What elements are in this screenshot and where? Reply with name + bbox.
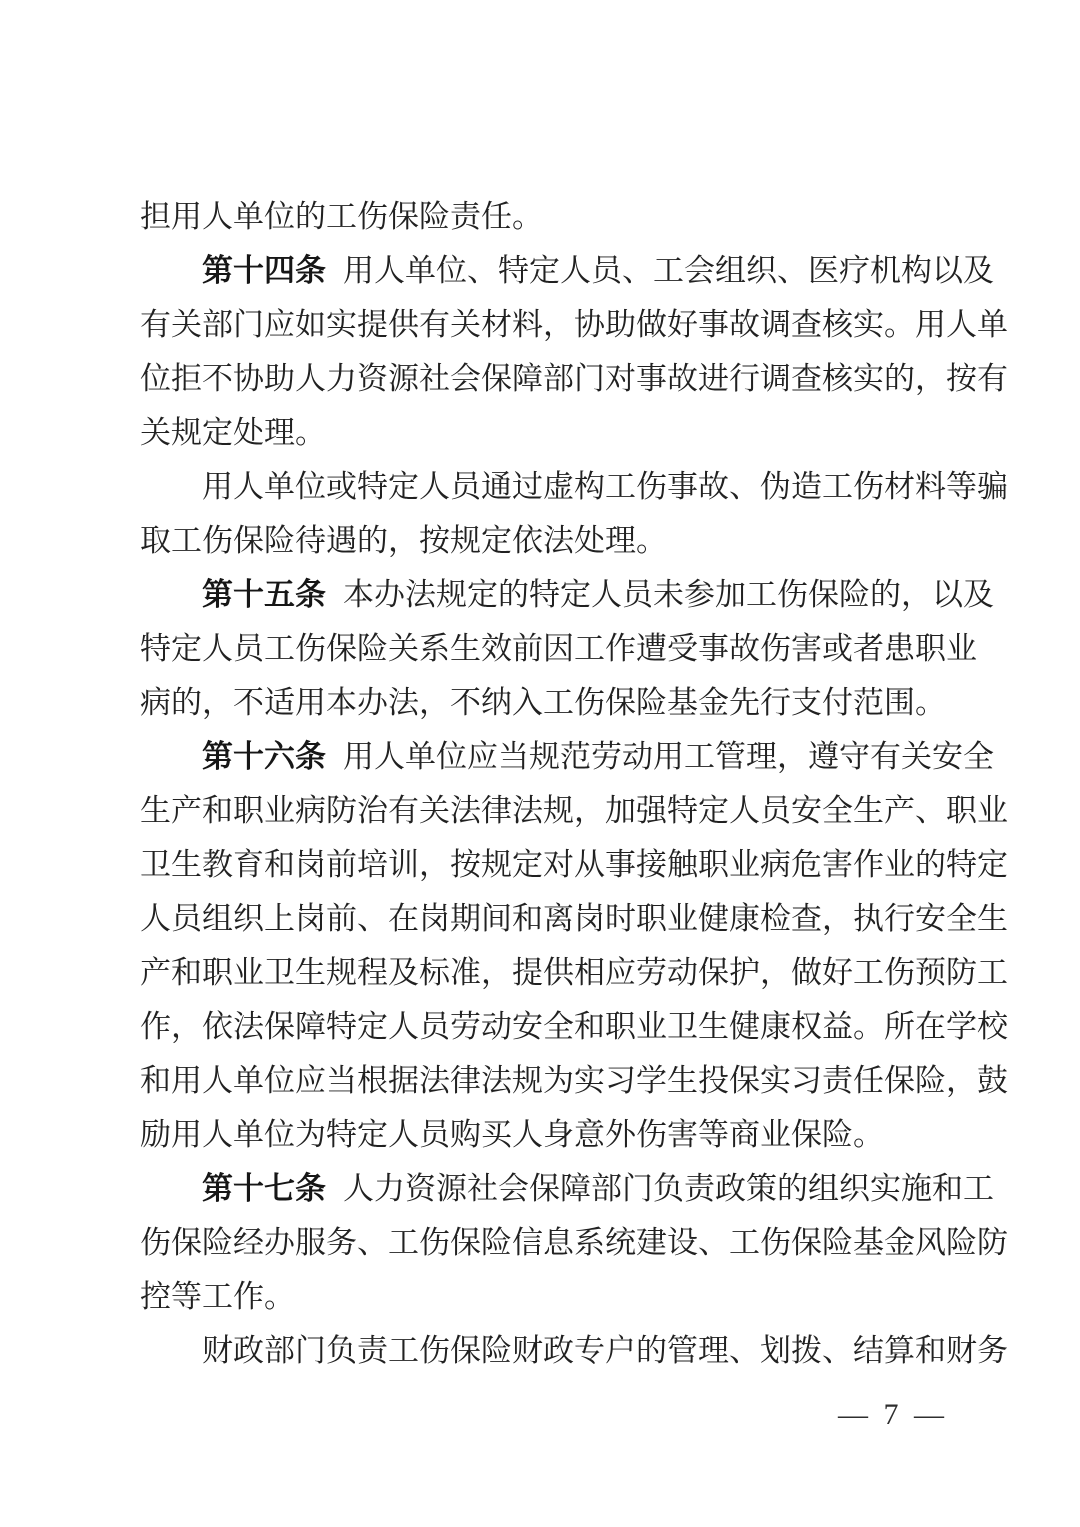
document-line [140,1216,1008,1270]
line-text: 卫生教育和岗前培训，按规定对从事接触职业病危害作业的特定 [140,847,1008,882]
line-text: 励用人单位为特定人员购买人身意外伤害等商业保险。 [140,1117,884,1152]
line-text: 人力资源社会保障部门负责政策的组织实施和工 [343,1171,994,1206]
document-line [140,892,1008,946]
line-text: 担用人单位的工伤保险责任。 [140,199,543,234]
line-text: 病的，不适用本办法，不纳入工伤保险基金先行支付范围。 [140,685,946,720]
article-number: 第十四条 [202,253,326,288]
line-text: 用人单位、特定人员、工会组织、医疗机构以及 [343,253,994,288]
article-number: 第十六条 [202,739,326,774]
document-line [140,946,1008,1000]
line-text: 特定人员工伤保险关系生效前因工作遭受事故伤害或者患职业 [140,631,977,666]
document-line [140,1162,994,1216]
document-line [140,838,1008,892]
document-line [140,622,977,676]
line-text: 本办法规定的特定人员未参加工伤保险的，以及 [343,577,994,612]
document-line [140,514,952,568]
line-text: 有关部门应如实提供有关材料，协助做好事故调查核实。用人单 [140,307,1008,342]
line-text: 人员组织上岗前、在岗期间和离岗时职业健康检查，执行安全生 [140,901,1008,936]
document-line [140,784,1008,838]
document-line [140,298,1008,352]
line-text: 产和职业卫生规程及标准，提供相应劳动保护，做好工伤预防工 [140,955,1008,990]
page-number: — 7 — [838,1398,948,1431]
document-line [140,1108,952,1162]
line-text: 生产和职业病防治有关法律法规，加强特定人员安全生产、职业 [140,793,1008,828]
document-line [140,1054,1008,1108]
line-text: 财政部门负责工伤保险财政专户的管理、划拨、结算和财务 [202,1333,1008,1368]
line-text: 关规定处理。 [140,415,326,450]
article-number: 第十七条 [202,1171,326,1206]
document-line [140,1324,1008,1378]
line-text: 控等工作。 [140,1279,295,1314]
document-line [140,1270,952,1324]
article-number: 第十五条 [202,577,326,612]
line-text: 用人单位或特定人员通过虚构工伤事故、伪造工伤材料等骗 [202,469,1008,504]
document-line [140,1000,1008,1054]
document-line [140,676,952,730]
line-text: 用人单位应当规范劳动用工管理，遵守有关安全 [343,739,994,774]
document-line [140,352,1008,406]
document-line [140,730,994,784]
line-text: 作，依法保障特定人员劳动安全和职业卫生健康权益。所在学校 [140,1009,1008,1044]
line-text: 位拒不协助人力资源社会保障部门对事故进行调查核实的，按有 [140,361,1008,396]
document-body [140,190,1008,1378]
document-line [140,190,952,244]
document-line [140,568,994,622]
line-text: 和用人单位应当根据法律法规为实习学生投保实习责任保险，鼓 [140,1063,1008,1098]
document-line [140,244,994,298]
line-text: 取工伤保险待遇的，按规定依法处理。 [140,523,667,558]
document-line [140,460,1008,514]
line-text: 伤保险经办服务、工伤保险信息系统建设、工伤保险基金风险防 [140,1225,1008,1260]
document-line [140,406,952,460]
